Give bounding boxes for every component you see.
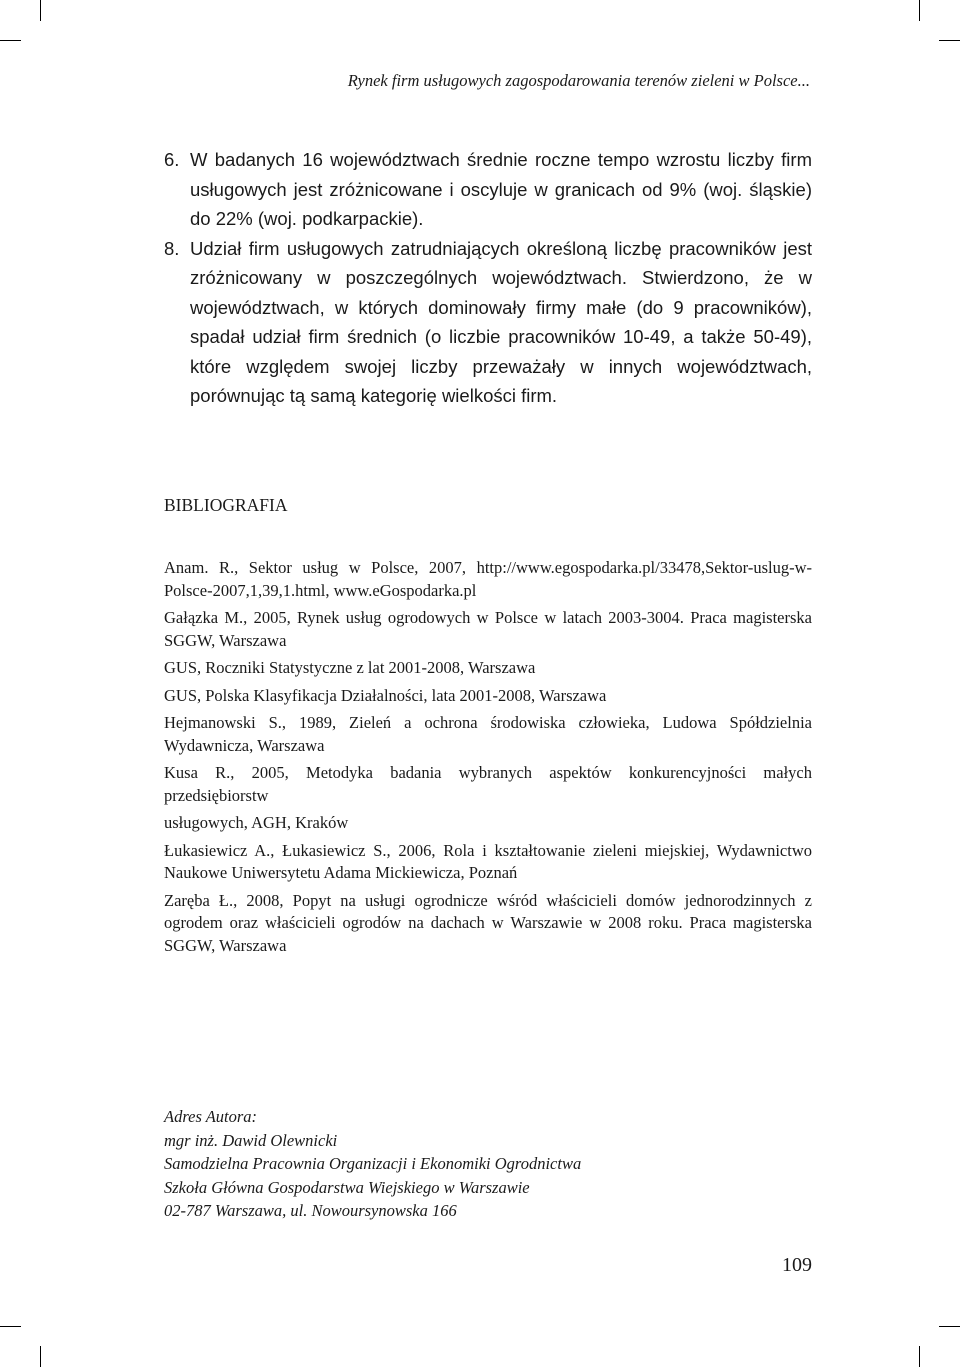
crop-mark-bottom-left-horizontal bbox=[0, 1326, 21, 1327]
bibliography-heading: BIBLIOGRAFIA bbox=[164, 495, 288, 515]
conclusion-text: W badanych 16 województwach średnie roczne tempo wzrostu liczby firm usługowych jest zróżnicowane i oscyluje w granicach od 9% (woj. śląskie) do 22% (woj. podkarpackie). bbox=[190, 149, 812, 229]
conclusion-item bbox=[164, 145, 812, 234]
conclusion-text: Udział firm usługowych zatrudniających określoną liczbę pracowników jest zróżnicowany w poszczególnych województwach. Stwierdzono, że w województwach, w których dominowały firmy małe (do 9 pracowników), spadał udział firm średnich (o liczbie pracowników 10-49, a także 50-49), które względem swojej liczby przeważały w innych województwach, porównując tą samą kategorię wielkości firm. bbox=[190, 237, 812, 406]
crop-mark-bottom-left-vertical bbox=[40, 1346, 41, 1367]
bibliography-entry: Łukasiewicz A., Łukasiewicz S., 2006, Rola i kształtowanie zieleni miejskiej, Wydawnictwo Naukowe Uniwersytetu Adama Mickiewicza, Poznań bbox=[164, 840, 812, 882]
bibliography-entry: usługowych, AGH, Kraków bbox=[164, 813, 349, 832]
author-address bbox=[164, 1105, 581, 1223]
conclusion-item bbox=[164, 234, 812, 411]
crop-mark-bottom-right-vertical bbox=[919, 1346, 920, 1367]
crop-mark-top-left-vertical bbox=[40, 0, 41, 21]
crop-mark-top-right-vertical bbox=[919, 0, 920, 21]
crop-mark-bottom-right-horizontal bbox=[939, 1326, 960, 1327]
bibliography-entry: GUS, Roczniki Statystyczne z lat 2001-2008, Warszawa bbox=[164, 658, 536, 677]
bibliography-list bbox=[164, 557, 812, 962]
page-number: 109 bbox=[782, 1254, 812, 1276]
address-line: Szkoła Główna Gospodarstwa Wiejskiego w Warszawie bbox=[164, 1177, 530, 1197]
crop-mark-top-left-horizontal bbox=[0, 40, 21, 41]
address-line: Samodzielna Pracownia Organizacji i Ekonomiki Ogrodnictwa bbox=[164, 1154, 582, 1173]
conclusions-list bbox=[164, 145, 812, 411]
crop-mark-top-right-horizontal bbox=[939, 40, 960, 41]
address-line: 02-787 Warszawa, ul. Nowoursynowska 166 bbox=[164, 1201, 457, 1220]
bibliography-entry: Zaręba Ł., 2008, Popyt na usługi ogrodnicze wśród właścicieli domów jednorodzinnych z ogrodem oraz właścicieli ogrodów na dachach w Warszawie w 2008 roku. Praca magisterska SGGW, Warszawa bbox=[164, 890, 812, 955]
bibliography-entry: Anam. R., Sektor usług w Polsce, 2007, http://www.egospodarka.pl/33478,Sektor-uslug-w-Polsce-2007,1,39,1.html, www.eGospodarka.pl bbox=[164, 558, 812, 600]
bibliography-entry: GUS, Polska Klasyfikacja Działalności, lata 2001-2008, Warszawa bbox=[164, 685, 607, 705]
running-header: Rynek firm usługowych zagospodarowania terenów zieleni w Polsce... bbox=[347, 71, 810, 90]
conclusion-number: 6. bbox=[164, 149, 180, 170]
bibliography-entry: Kusa R., 2005, Metodyka badania wybranych aspektów konkurencyjności małych przedsiębiorstw bbox=[164, 763, 812, 805]
address-label: Adres Autora: bbox=[164, 1107, 258, 1126]
conclusion-number: 8. bbox=[164, 237, 180, 259]
bibliography-entry: Gałązka M., 2005, Rynek usług ogrodowych w Polsce w latach 2003-3004. Praca magisterska SGGW, Warszawa bbox=[164, 608, 812, 650]
address-line: mgr inż. Dawid Olewnicki bbox=[164, 1130, 338, 1150]
bibliography-entry: Hejmanowski S., 1989, Zieleń a ochrona środowiska człowieka, Ludowa Spółdzielnia Wydawnicza, Warszawa bbox=[164, 713, 812, 755]
